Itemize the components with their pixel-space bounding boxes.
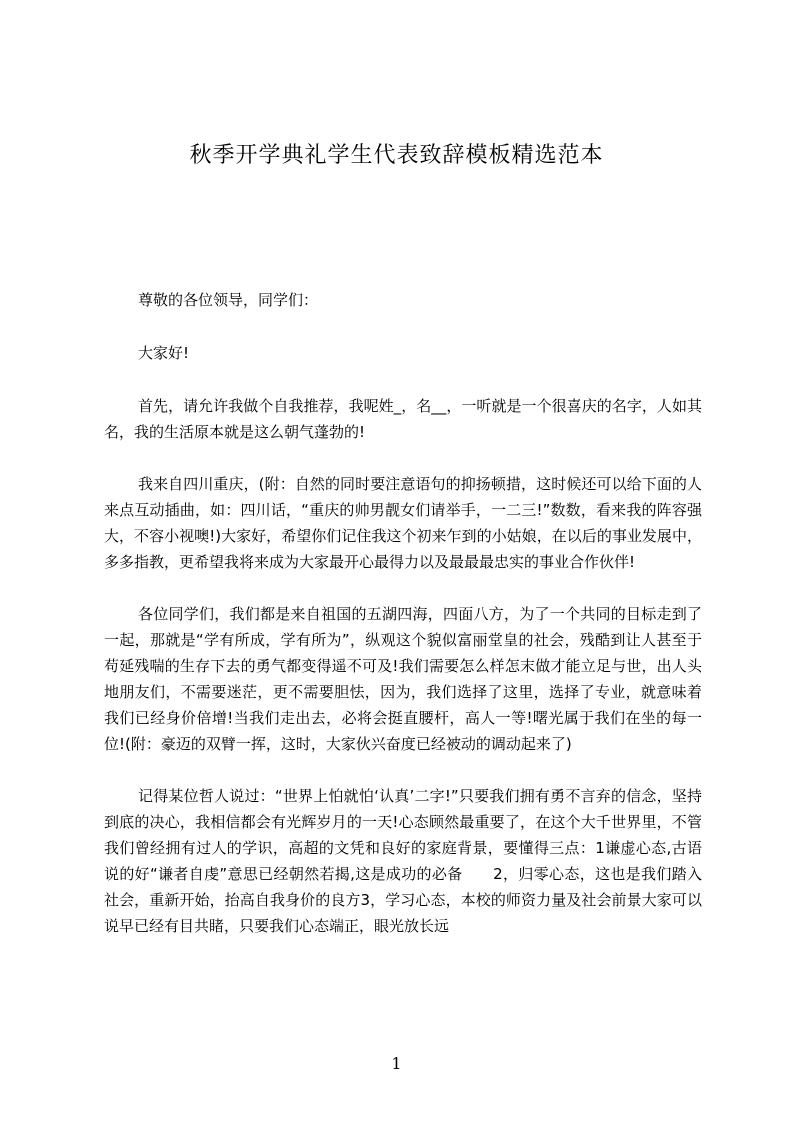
hometown-paragraph: 我来自四川重庆，(附：自然的同时要注意语句的抑扬顿措，这时候还可以给下面的人来点互动插曲，如：四川话，“重庆的帅男靓女们请举手，一二三!”数数，看来我的阵容强大，不容小视噢!)大家好，希望你们记住我这个初来乍到的小姑娘，在以后的事业发展中，多多指教，更希望我将来成为大家最开心最得力以及最最最忠实的事业合作伙伴! xyxy=(104,475,702,571)
salutation-paragraph: 尊敬的各位领导，同学们： xyxy=(138,291,319,309)
attitude-paragraph: 记得某位哲人说过：“世界上怕就怕‘认真’二字!”只要我们拥有勇不言弃的信念，坚持到底的决心，我相信都会有光辉岁月的一天!心态顾然最重要了，在这个大千世界里，不管我们曾经拥有过人的学识，高超的文凭和良好的家庭背景，要懂得三点：1谦虚心态,古语说的好“谦者自虔”意思已经朝然若揭,这是成功的必备 2，归零心态，这也是我们踏入社会，重新开始，抬高自我身价的良方3，学习心态，本校的师资力量及社会前景大家可以说早已经有目共睹，只要我们心态端正，眼光放长远 xyxy=(104,787,702,935)
introduction-paragraph: 首先，请允许我做个自我推荐，我呢姓_，名__，一听就是一个很喜庆的名字，人如其名，我的生活原本就是这么朝气蓬勃的! xyxy=(104,397,702,441)
page-number: 1 xyxy=(391,1054,402,1073)
document-body xyxy=(104,287,702,965)
document-title: 秋季开学典礼学生代表致辞模板精选范本 xyxy=(189,143,604,168)
greeting-paragraph: 大家好! xyxy=(138,344,190,362)
classmates-paragraph: 各位同学们，我们都是来自祖国的五湖四海，四面八方，为了一个共同的目标走到了一起，那就是“学有所成，学有所为”，纵观这个貌似富丽堂皇的社会，残酷到让人甚至于苟延残喘的生存下去的勇气都变得遥不可及!我们需要怎么样怎末做才能立足与世，出人头地朋友们，不需要迷茫，更不需要胆怯，因为，我们选择了这里，选择了专业，就意味着我们已经身价倍增!当我们走出去，必将会挺直腰杆，高人一等!曙光属于我们在坐的每一位!(附：豪迈的双臂一挥，这时，大家伙兴奋度已经被动的调动起来了) xyxy=(104,605,702,753)
